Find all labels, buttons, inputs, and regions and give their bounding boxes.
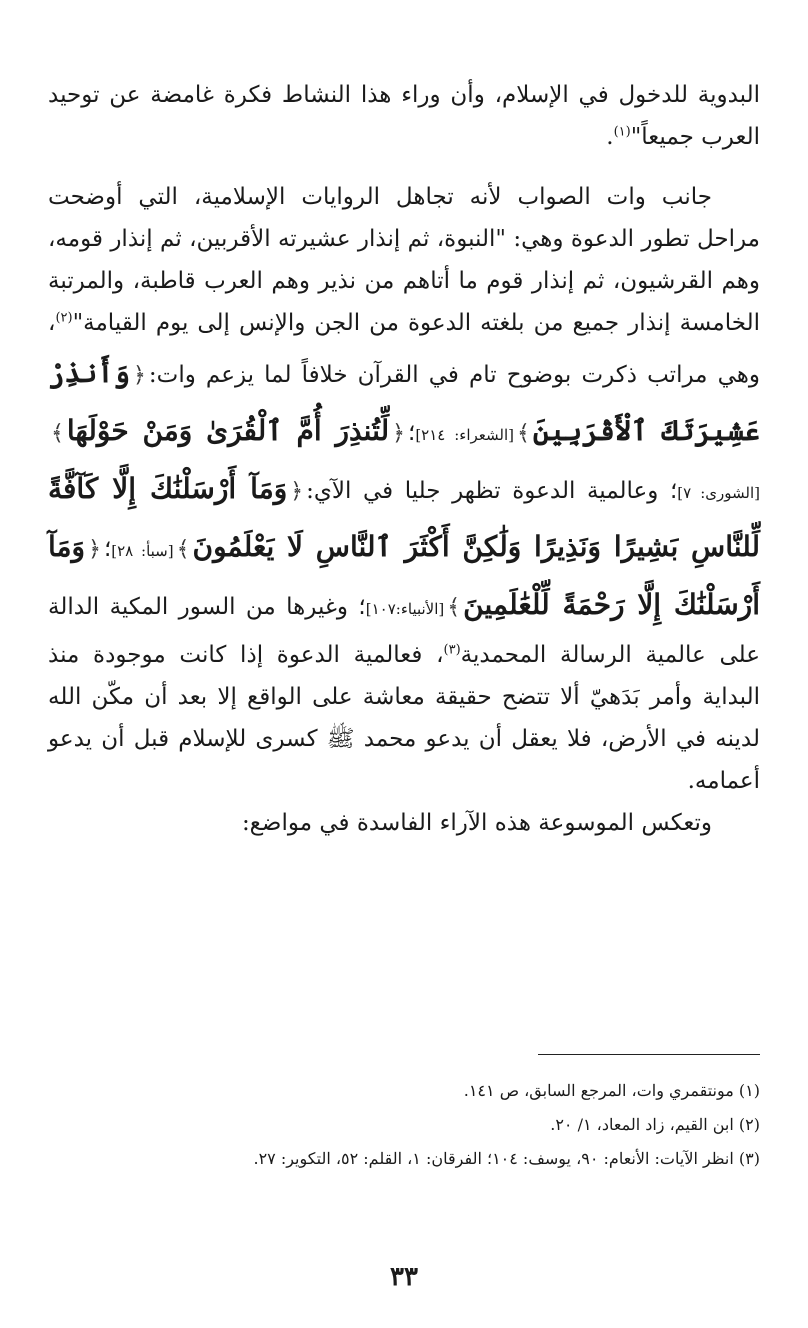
paragraph-2-cont: ، وهي مراتب ذكرت بوضوح تام في القرآن خلافاً لما يزعم وات: <box>48 310 760 388</box>
verse-reference-4: [الأنبياء:١٠٧] <box>365 600 445 618</box>
footnote-divider <box>538 1054 760 1055</box>
paragraph-1-end: . <box>606 124 614 150</box>
footnote-ref-2[interactable]: (٢) <box>55 310 73 326</box>
separator-1: ؛ <box>408 420 416 446</box>
footnotes <box>48 1074 760 1176</box>
paragraph-2 <box>48 176 760 802</box>
separator-2: ؛ <box>103 536 112 562</box>
quran-verse-4: وَمَآ أَرْسَلْنَٰكَ إِلَّا رَحْمَةً لِّلْعَٰلَمِينَ <box>48 530 760 621</box>
verse-reference-3: [سبأ: ٢٨] <box>111 542 174 560</box>
verse-open-ornament: ﴿ <box>133 363 146 388</box>
verse-close-ornament: ﴾ <box>516 421 530 446</box>
paragraph-2-mid: ؛ وعالمية الدعوة تظهر جليا في الآي: <box>306 478 678 504</box>
verse-reference-1: [الشعراء: ٢١٤] <box>415 426 514 444</box>
footnote-ref-1[interactable]: (١) <box>613 124 631 140</box>
verse-close-ornament: ﴾ <box>51 421 64 446</box>
body-text <box>48 74 760 844</box>
paragraph-2-text: جانب وات الصواب لأنه تجاهل الروايات الإسلامية، التي أوضحت مراحل تطور الدعوة وهي: "النبوة، ثم إنذار عشيرته الأقربين، ثم إنذار قومه، وهم القرشيون، ثم إنذار قوم ما أتاهم من نذير وهم العرب قاطبة، والمرتبة الخامسة إنذار جميع من بلغته الدعوة من الجن والإنس إلى يوم القيامة" <box>48 184 760 336</box>
quran-verse-1: وَأَنذِرْ عَشِيرَتَكَ ٱلْأَقْرَبِينَ <box>48 356 761 447</box>
footnote-2: (٢) ابن القيم، زاد المعاد، ١/ ٢٠. <box>550 1115 760 1134</box>
verse-open-ornament: ﴿ <box>290 479 304 504</box>
verse-open-ornament: ﴿ <box>88 537 101 562</box>
page-number: ٣٣ <box>390 1262 418 1292</box>
verse-reference-2: [الشورى: ٧] <box>677 484 760 502</box>
paragraph-3-text: ؛ وغيرها من السور المكية الدالة على عالمية الرسالة المحمدية <box>48 594 760 668</box>
verse-close-ornament: ﴾ <box>176 537 190 562</box>
paragraph-3-cont: ، فعالمية الدعوة إذا كانت موجودة منذ البداية وأمر بَدَهيّ ألا تتضح حقيقة معاشة على الواقع إلا بعد أن مكّن الله لدينه في الأرض، فلا يعقل أن يدعو محمد ﷺ كسرى للإسلام قبل أن يدعو أعمامه. <box>48 642 760 794</box>
quran-verse-2: لِّتُنذِرَ أُمَّ ٱلْقُرَىٰ وَمَنْ حَوْلَهَا <box>66 414 390 447</box>
verse-open-ornament: ﴿ <box>392 421 405 446</box>
verse-close-ornament: ﴾ <box>447 595 461 620</box>
footnote-3: (٣) انظر الآيات: الأنعام: ٩٠، يوسف: ١٠٤؛ الفرقان: ١، القلم: ٥٢، التكوير: ٢٧. <box>253 1149 760 1168</box>
paragraph-1 <box>48 74 760 158</box>
paragraph-1-text: البدوية للدخول في الإسلام، وأن وراء هذا النشاط فكرة غامضة عن توحيد العرب جميعاً" <box>48 82 760 150</box>
paragraph-4: وتعكس الموسوعة هذه الآراء الفاسدة في مواضع: <box>241 810 712 836</box>
footnote-ref-3[interactable]: (٣) <box>443 642 461 658</box>
quran-verse-3: وَمَآ أَرْسَلْنَٰكَ إِلَّا كَآفَّةً لِّلنَّاسِ بَشِيرًا وَنَذِيرًا وَلَٰكِنَّ أَكْثَرَ ٱلنَّاسِ لَا يَعْلَمُونَ <box>48 472 760 563</box>
footnote-1: (١) مونتقمري وات، المرجع السابق، ص ١٤١. <box>463 1081 760 1100</box>
